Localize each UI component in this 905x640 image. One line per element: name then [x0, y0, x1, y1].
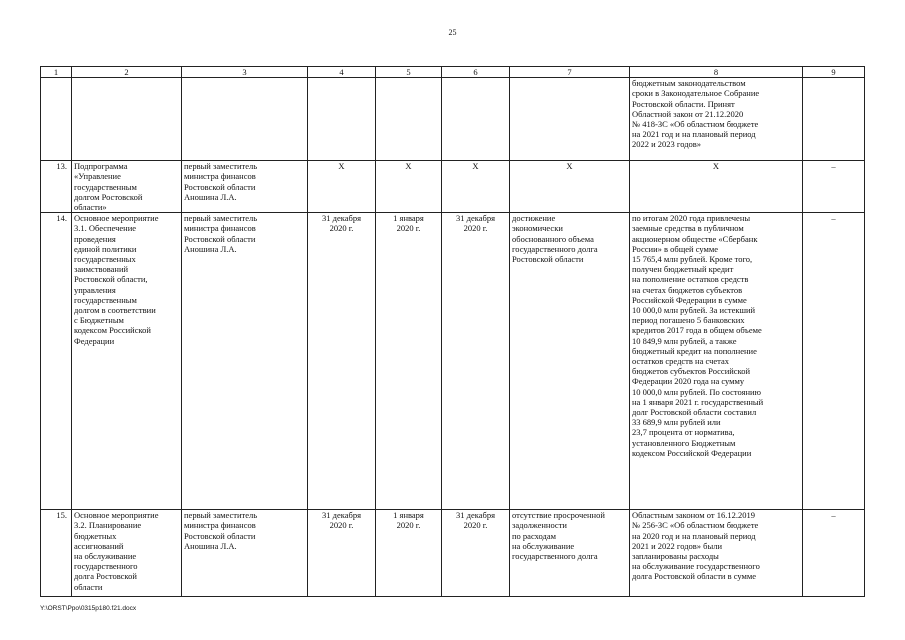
actual-result: Х	[630, 161, 803, 213]
activity-name	[72, 78, 182, 161]
plan-end-date	[308, 78, 376, 161]
problems-cell: –	[803, 213, 865, 510]
table-row	[41, 510, 865, 597]
row-number: 15.	[41, 510, 72, 597]
row-number: 14.	[41, 213, 72, 510]
fact-end-date	[442, 78, 510, 161]
responsible-person: первый заместитель министра финансов Ростовской области Аношина Л.А.	[182, 161, 308, 213]
column-header: 7	[510, 67, 630, 78]
responsible-person	[182, 78, 308, 161]
planned-result: достижение экономически обоснованного объема государственного долга Ростовской области	[510, 213, 630, 510]
row-number	[41, 78, 72, 161]
column-header: 8	[630, 67, 803, 78]
fact-end-date: 31 декабря 2020 г.	[442, 213, 510, 510]
planned-result: отсутствие просроченной задолженности по расходам на обслуживание государственного долга	[510, 510, 630, 597]
column-header: 4	[308, 67, 376, 78]
actual-result: по итогам 2020 года привлечены заемные средства в публичном акционерном обществе «Сбербанк России» в общей сумме 15 765,4 млн рублей. Кроме того, получен бюджетный кредит на пополнение остатков средств на счетах бюджетов субъектов Российской Федерации в сумме 10 000,0 млн рублей. За истекший период погашено 5 банковских кредитов 2017 года в общем объеме 10 849,9 млн рублей, а также бюджетный кредит на пополнение остатков средств на счетах бюджетов субъектов Российской Федерации 2020 года на сумму 10 000,0 млн рублей. По состоянию на 1 января 2021 г. государственный долг Ростовской области составил 33 689,9 млн рублей или 23,7 процента от норматива, установленного Бюджетным кодексом Российской Федерации	[630, 213, 803, 510]
column-header: 9	[803, 67, 865, 78]
activity-name: Основное мероприятие 3.1. Обеспечение проведения единой политики государственных заимствований Ростовской области, управления государственным долгом в соответствии с Бюджетным кодексом Российской Федерации	[72, 213, 182, 510]
column-header: 3	[182, 67, 308, 78]
actual-result: бюджетным законодательством сроки в Законодательное Собрание Ростовской области. Принят Областной закон от 21.12.2020 № 418-ЗС «Об областном бюджете на 2021 год и на плановый период 2022 и 2023 годов»	[630, 78, 803, 161]
column-header: 1	[41, 67, 72, 78]
page-number: 25	[448, 28, 457, 37]
responsible-person: первый заместитель министра финансов Ростовской области Аношина Л.А.	[182, 510, 308, 597]
planned-result	[510, 78, 630, 161]
column-header: 6	[442, 67, 510, 78]
problems-cell	[803, 78, 865, 161]
table-row	[41, 213, 865, 510]
fact-end-date: 31 декабря 2020 г.	[442, 510, 510, 597]
report-table	[40, 66, 865, 597]
plan-end-date: Х	[308, 161, 376, 213]
column-header: 5	[376, 67, 442, 78]
column-header: 2	[72, 67, 182, 78]
problems-cell: –	[803, 510, 865, 597]
actual-result: Областным законом от 16.12.2019 № 256-ЗС «Об областном бюджете на 2020 год и на плановый период 2021 и 2022 годов» были запланированы расходы на обслуживание государственного долга Ростовской области в сумме	[630, 510, 803, 597]
table-row	[41, 161, 865, 213]
activity-name: Подпрограмма «Управление государственным долгом Ростовской области»	[72, 161, 182, 213]
plan-end-date: 31 декабря 2020 г.	[308, 510, 376, 597]
plan-end-date: 31 декабря 2020 г.	[308, 213, 376, 510]
responsible-person: первый заместитель министра финансов Ростовской области Аношина Л.А.	[182, 213, 308, 510]
fact-start-date: 1 января 2020 г.	[376, 510, 442, 597]
fact-start-date: 1 января 2020 г.	[376, 213, 442, 510]
activity-name: Основное мероприятие 3.2. Планирование бюджетных ассигнований на обслуживание государственного долга Ростовской области	[72, 510, 182, 597]
row-number: 13.	[41, 161, 72, 213]
document-path: Y:\ORST\Ppo\0315p180.f21.docx	[40, 605, 137, 612]
fact-end-date: Х	[442, 161, 510, 213]
problems-cell: –	[803, 161, 865, 213]
fact-start-date	[376, 78, 442, 161]
table-row	[41, 78, 865, 161]
column-header-row	[41, 67, 865, 78]
planned-result: Х	[510, 161, 630, 213]
fact-start-date: Х	[376, 161, 442, 213]
